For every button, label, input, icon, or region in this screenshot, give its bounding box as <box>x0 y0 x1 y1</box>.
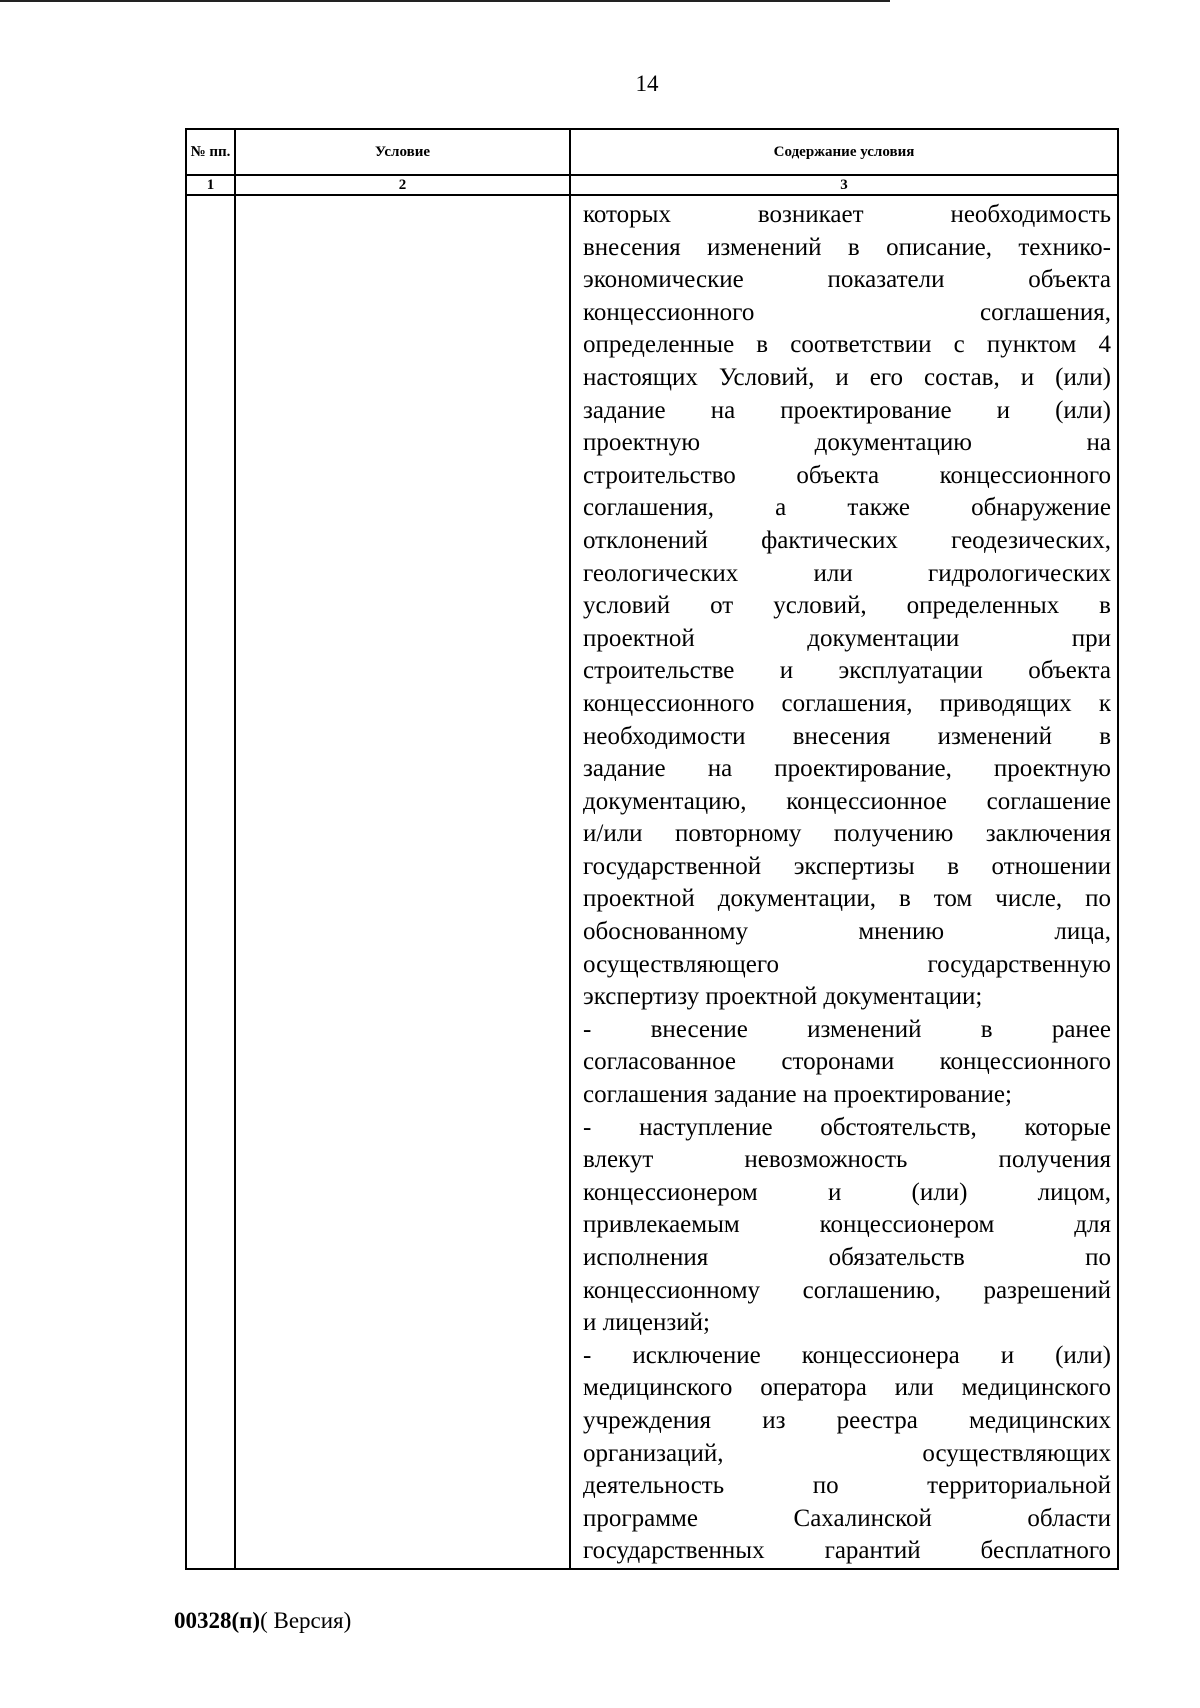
content-line: - исключение концессионера и (или) <box>583 1341 1111 1369</box>
content-line: медицинского оператора или медицинского <box>583 1374 1111 1402</box>
content-line: учреждения из реестра медицинских <box>583 1406 1111 1434</box>
content-line: задание на проектирование, проектную <box>583 755 1111 783</box>
content-line: отклонений фактических геодезических, <box>583 526 1111 554</box>
content-line: необходимости внесения изменений в <box>583 722 1111 750</box>
content-line: и лицензий; <box>583 1309 710 1337</box>
content-line: которых возникает необходимость <box>583 201 1111 228</box>
content-line: геологических или гидрологических <box>583 559 1111 587</box>
content-line: определенные в соответствии с пунктом 4 <box>583 331 1111 359</box>
content-line: концессионером и (или) лицом, <box>583 1178 1111 1206</box>
content-line: и/или повторному получению заключения <box>583 820 1111 848</box>
content-line: исполнения обязательств по <box>583 1244 1111 1271</box>
content-line: экономические показатели объекта <box>583 266 1111 294</box>
content-line: соглашения задание на проектирование; <box>583 1081 1012 1109</box>
content-line: обоснованному мнению лица, <box>583 918 1111 946</box>
content-line: привлекаемым концессионером для <box>583 1211 1111 1239</box>
content-line: строительстве и эксплуатации объекта <box>583 657 1111 685</box>
cell-num <box>186 195 235 1569</box>
cell-content <box>570 195 1118 1569</box>
content-line: соглашения, а также обнаружение <box>583 494 1111 522</box>
content-line: строительство объекта концессионного <box>583 461 1111 489</box>
column-index-2: 2 <box>235 175 570 195</box>
content-line: государственной экспертизы в отношении <box>583 852 1111 880</box>
content-line: концессионного соглашения, <box>583 298 1111 326</box>
content-line: программе Сахалинской области <box>583 1504 1111 1532</box>
content-line: задание на проектирование и (или) <box>583 396 1111 424</box>
column-index-1: 1 <box>186 175 235 195</box>
content-line: экспертизу проектной документации; <box>583 983 983 1011</box>
document-code: 00328(п) <box>174 1608 261 1633</box>
content-line: осуществляющего государственную <box>583 950 1111 978</box>
page-number: 14 <box>635 71 659 96</box>
document-footer <box>174 1607 351 1635</box>
content-line: документацию, концессионное соглашение <box>583 787 1111 815</box>
content-line: государственных гарантий бесплатного <box>583 1537 1111 1565</box>
content-line: деятельность по территориальной <box>583 1472 1111 1500</box>
header-num: № пп. <box>186 129 235 175</box>
content-line: проектной документации, в том числе, по <box>583 885 1111 913</box>
content-line: проектную документацию на <box>583 429 1111 457</box>
conditions-table <box>185 128 1119 1570</box>
table-row <box>186 195 1118 1569</box>
content-line: условий от условий, определенных в <box>583 592 1111 620</box>
column-index-3: 3 <box>570 175 1118 195</box>
table-header-row <box>186 129 1118 175</box>
header-content: Содержание условия <box>570 129 1118 175</box>
content-line: - наступление обстоятельств, которые <box>583 1113 1111 1141</box>
content-line: влекут невозможность получения <box>583 1146 1111 1174</box>
document-version: ( Версия) <box>260 1608 352 1633</box>
header-condition: Условие <box>235 129 570 175</box>
content-line: внесения изменений в описание, технико- <box>583 233 1111 261</box>
content-line: согласованное сторонами концессионного <box>583 1048 1111 1076</box>
content-line: концессионному соглашению, разрешений <box>583 1276 1111 1304</box>
cell-condition <box>235 195 570 1569</box>
column-index-row <box>186 175 1118 195</box>
content-line: концессионного соглашения, приводящих к <box>583 689 1111 717</box>
top-border-rule <box>0 0 890 2</box>
content-line: проектной документации при <box>583 624 1111 652</box>
content-line: настоящих Условий, и его состав, и (или) <box>583 363 1111 391</box>
content-line: организаций, осуществляющих <box>583 1439 1111 1467</box>
content-line: - внесение изменений в ранее <box>583 1015 1111 1043</box>
